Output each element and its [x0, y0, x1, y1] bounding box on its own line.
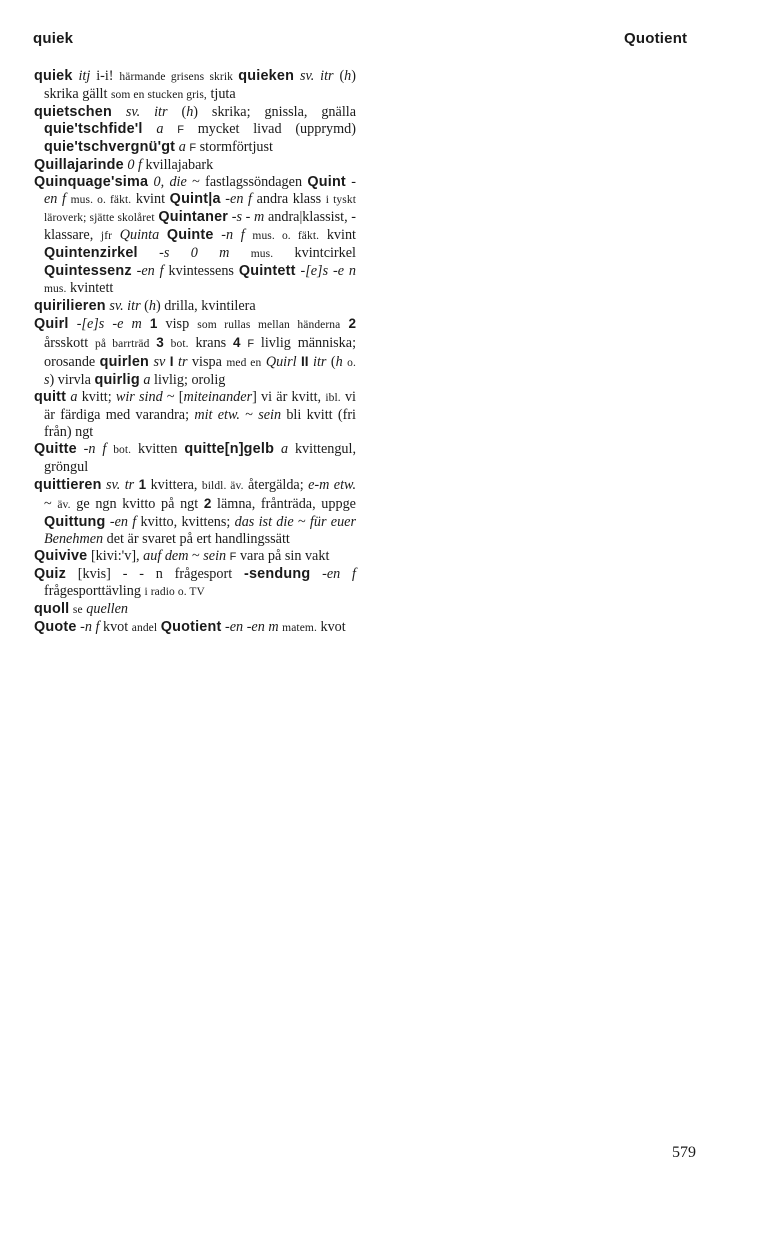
- entry-text: äv.: [57, 499, 71, 511]
- entry-text: miteinander: [183, 389, 253, 405]
- entry-text: -en f: [310, 566, 356, 582]
- entry-text: itj: [72, 68, 91, 84]
- entry-text: bot.: [113, 444, 132, 456]
- dictionary-entry: [34, 315, 356, 389]
- entry-text: krans: [188, 335, 234, 351]
- entry-text: mus. o. fäkt.: [252, 230, 320, 242]
- headword: quieken: [238, 68, 295, 84]
- headword: Quint: [307, 174, 346, 190]
- entry-text: -s - m: [228, 209, 268, 225]
- entry-text: jfr: [100, 230, 113, 242]
- entry-text: vi är färdiga med varandra;: [44, 389, 356, 423]
- headword: Quinquage'sima: [34, 174, 149, 190]
- dictionary-entry: [34, 601, 356, 619]
- entry-text: auf dem: [143, 548, 189, 564]
- entry-text: 0 f: [123, 157, 146, 173]
- headword: quirlig: [94, 372, 140, 388]
- entry-text: ) skrika; gnissla, gnälla: [193, 104, 356, 120]
- headword: Quotient: [160, 619, 222, 635]
- entry-text: h: [335, 354, 348, 370]
- entry-text: ~: [44, 496, 58, 512]
- entry-text: livlig; orolig: [154, 372, 226, 388]
- entry-text: årsskott: [44, 335, 95, 351]
- headword: Quintenzirkel: [44, 245, 138, 261]
- entry-text: 3: [156, 335, 164, 350]
- entry-text: kvint: [131, 191, 170, 207]
- page-number: 579: [672, 1144, 696, 1161]
- entry-text: für euer Benehmen: [44, 514, 356, 547]
- entry-text: II: [301, 354, 309, 369]
- entry-text: quellen: [82, 601, 129, 617]
- entry-text: a: [139, 372, 155, 388]
- entry-text: tjuta: [206, 86, 236, 102]
- entry-text: h: [148, 298, 156, 314]
- entry-text: fastlagssöndagen: [199, 174, 308, 190]
- entry-text: återgälda;: [243, 477, 309, 493]
- headword: Quinte: [166, 227, 214, 243]
- entry-text: kvot: [102, 619, 132, 635]
- entry-text: a: [274, 441, 295, 457]
- headword: quietschen: [34, 104, 112, 120]
- entry-text: Quinta: [112, 227, 167, 243]
- entry-text: o.: [347, 357, 356, 369]
- entry-text: andel: [131, 622, 158, 634]
- entry-text: kvintett: [66, 280, 114, 296]
- entry-text: härmande grisens skrik: [119, 71, 239, 83]
- entry-text: sv. tr: [101, 477, 139, 493]
- entry-text: på barrträd: [94, 338, 150, 350]
- entry-text: som rullas mellan händerna: [197, 319, 341, 331]
- entry-text: andra klass: [256, 191, 326, 207]
- entry-text: sv. itr: [294, 68, 340, 84]
- entry-text: -en f: [105, 514, 141, 530]
- entry-text: vispa: [191, 354, 227, 370]
- dictionary-entry: [34, 548, 356, 566]
- entry-text: (: [330, 354, 336, 370]
- entry-text: ] vi är kvitt,: [252, 389, 326, 405]
- entry-text: a: [66, 389, 82, 405]
- entry-text: matem.: [282, 622, 317, 634]
- headword: Quittung: [44, 514, 106, 530]
- entry-text: -en -en m: [221, 619, 283, 635]
- entry-text: med en: [226, 357, 262, 369]
- dictionary-entry: [34, 68, 356, 104]
- entry-text: i radio o. TV: [144, 586, 205, 598]
- entry-text: mus.: [250, 248, 274, 260]
- entry-text: -en f: [131, 263, 169, 279]
- entry-text: -[e]s -e m: [68, 316, 150, 332]
- entry-text: stormförtjust: [196, 139, 273, 155]
- headword: quitte[n]gelb: [184, 441, 275, 457]
- headword: Quote: [34, 619, 77, 635]
- entry-text: 4: [233, 335, 241, 350]
- entry-text: kvitten: [131, 441, 185, 457]
- headword: quoll: [34, 601, 70, 617]
- entry-text: F: [247, 338, 255, 350]
- entry-text: frågesport: [174, 566, 244, 582]
- entry-text: -n f: [213, 227, 253, 243]
- guide-word-right: Quotient: [624, 30, 688, 47]
- entry-text: vara på sin vakt: [236, 548, 330, 564]
- dictionary-entry: [34, 566, 356, 601]
- headword: quiek: [34, 68, 73, 84]
- dictionary-entry: [34, 441, 356, 476]
- entry-text: andra|klassist, -klassare,: [44, 209, 357, 243]
- entry-text: sv. itr: [105, 298, 145, 314]
- entry-text: itr: [308, 354, 331, 370]
- headword: quitt: [34, 389, 67, 405]
- entry-text: lämna, frånträda, uppge: [211, 496, 356, 512]
- entry-text: -s 0 m: [137, 245, 251, 261]
- dictionary-entry: [34, 298, 356, 315]
- entry-text: ~: [192, 174, 200, 190]
- headword: Quint|a: [169, 191, 221, 207]
- entry-text: -n f: [76, 441, 114, 457]
- entry-text: kvittera,: [146, 477, 202, 493]
- entry-text: [kivi:'v],: [87, 548, 144, 564]
- entry-text: F: [189, 142, 197, 154]
- entry-text: som en stucken gris,: [110, 89, 207, 101]
- entry-text: det är svaret på ert handlingssätt: [103, 531, 290, 547]
- entry-text: (: [339, 68, 345, 84]
- dictionary-entry: [34, 157, 356, 174]
- entry-text: sv. itr: [111, 104, 182, 120]
- dictionary-entry: [34, 104, 356, 157]
- entry-text: livlig människa; orosande: [44, 335, 357, 370]
- headword: Quiz: [34, 566, 66, 582]
- entry-text: [kvis] - - n: [65, 566, 175, 582]
- entry-text: (: [181, 104, 187, 120]
- headword: quie'tschvergnü'gt: [44, 139, 176, 155]
- entry-text: F: [177, 124, 184, 136]
- entry-text: -en f: [44, 174, 356, 207]
- entry-text: h: [344, 68, 352, 84]
- entry-text: ge ngn kvitto på ngt: [70, 496, 204, 512]
- headword: Quirl: [34, 316, 69, 332]
- entry-text: -n f: [76, 619, 103, 635]
- entry-text: mit etw.: [194, 407, 240, 423]
- entry-text: a: [142, 121, 178, 137]
- entry-text: bli kvitt (fri från) ngt: [44, 407, 357, 440]
- entry-text: se: [72, 604, 83, 616]
- entry-text: kvillajabark: [145, 157, 214, 173]
- entry-text: kvint: [319, 227, 356, 243]
- entry-text: -en f: [220, 191, 257, 207]
- dictionary-entry: [34, 619, 356, 637]
- entry-column: [34, 68, 356, 637]
- headword: Quivive: [34, 548, 88, 564]
- headword: quittieren: [34, 477, 102, 493]
- headword: Quintessenz: [44, 263, 132, 279]
- entry-text: ) skrika gällt: [44, 68, 356, 102]
- headword: Quintaner: [158, 209, 229, 225]
- entry-text: ) virvla: [49, 372, 95, 388]
- entry-text: tr: [173, 354, 192, 370]
- entry-text: ~: [293, 514, 310, 530]
- entry-text: mycket livad (upprymd): [183, 121, 356, 137]
- entry-text: wir sind: [115, 389, 163, 405]
- entry-text: ) drilla, kvintilera: [155, 298, 256, 314]
- entry-text: mus.: [44, 283, 67, 295]
- entry-text: 1: [138, 477, 147, 492]
- entry-text: Quirl: [261, 354, 302, 370]
- entry-text: e-m etw.: [308, 477, 356, 493]
- headword: quirilieren: [34, 298, 106, 314]
- entry-text: h: [186, 104, 194, 120]
- entry-text: kvitt;: [81, 389, 116, 405]
- entry-text: ~: [239, 407, 259, 423]
- dictionary-entry: [34, 476, 356, 548]
- entry-text: i tyskt läroverk; sjätte skolåret: [44, 194, 356, 224]
- entry-text: 1: [149, 316, 158, 331]
- entry-text: a: [175, 139, 190, 155]
- entry-text: das ist die: [234, 514, 294, 530]
- entry-text: kvittengul, gröngul: [44, 441, 357, 475]
- entry-text: F: [229, 551, 237, 563]
- entry-text: 2: [203, 496, 212, 511]
- entry-text: s: [44, 372, 50, 388]
- entry-text: i-i!: [90, 68, 120, 84]
- entry-text: 0, die: [148, 174, 193, 190]
- headword: Quintett: [238, 263, 296, 279]
- entry-text: frågesporttävling: [44, 583, 145, 599]
- headword: quirlen: [99, 354, 150, 370]
- entry-text: sein: [203, 548, 227, 564]
- entry-text: kvintcirkel: [273, 245, 356, 261]
- entry-text: bildl. äv.: [201, 480, 244, 492]
- entry-text: ibl.: [325, 392, 341, 404]
- entry-text: kvintessens: [168, 263, 239, 279]
- headword: -sendung: [243, 566, 311, 582]
- entry-text: sv: [149, 354, 170, 370]
- dictionary-entry: [34, 174, 356, 298]
- entry-text: bot.: [170, 338, 189, 350]
- entry-text: kvitto, kvittens;: [140, 514, 235, 530]
- dictionary-entry: [34, 389, 356, 441]
- entry-text: (: [144, 298, 149, 314]
- guide-word-left: quiek: [33, 30, 74, 47]
- entry-text: ~ [: [162, 389, 184, 405]
- entry-text: visp: [157, 316, 198, 332]
- headword: Quillajarinde: [34, 157, 124, 173]
- entry-text: ~: [188, 548, 204, 564]
- entry-text: -[e]s -e n: [295, 263, 357, 279]
- entry-text: mus. o. fäkt.: [70, 194, 132, 206]
- entry-text: 2: [348, 316, 356, 331]
- headword: Quitte: [34, 441, 77, 457]
- entry-text: [164, 335, 171, 351]
- entry-text: sein: [258, 407, 282, 423]
- entry-text: I: [169, 354, 174, 369]
- entry-text: kvot: [316, 619, 346, 635]
- headword: quie'tschfide'l: [44, 121, 143, 137]
